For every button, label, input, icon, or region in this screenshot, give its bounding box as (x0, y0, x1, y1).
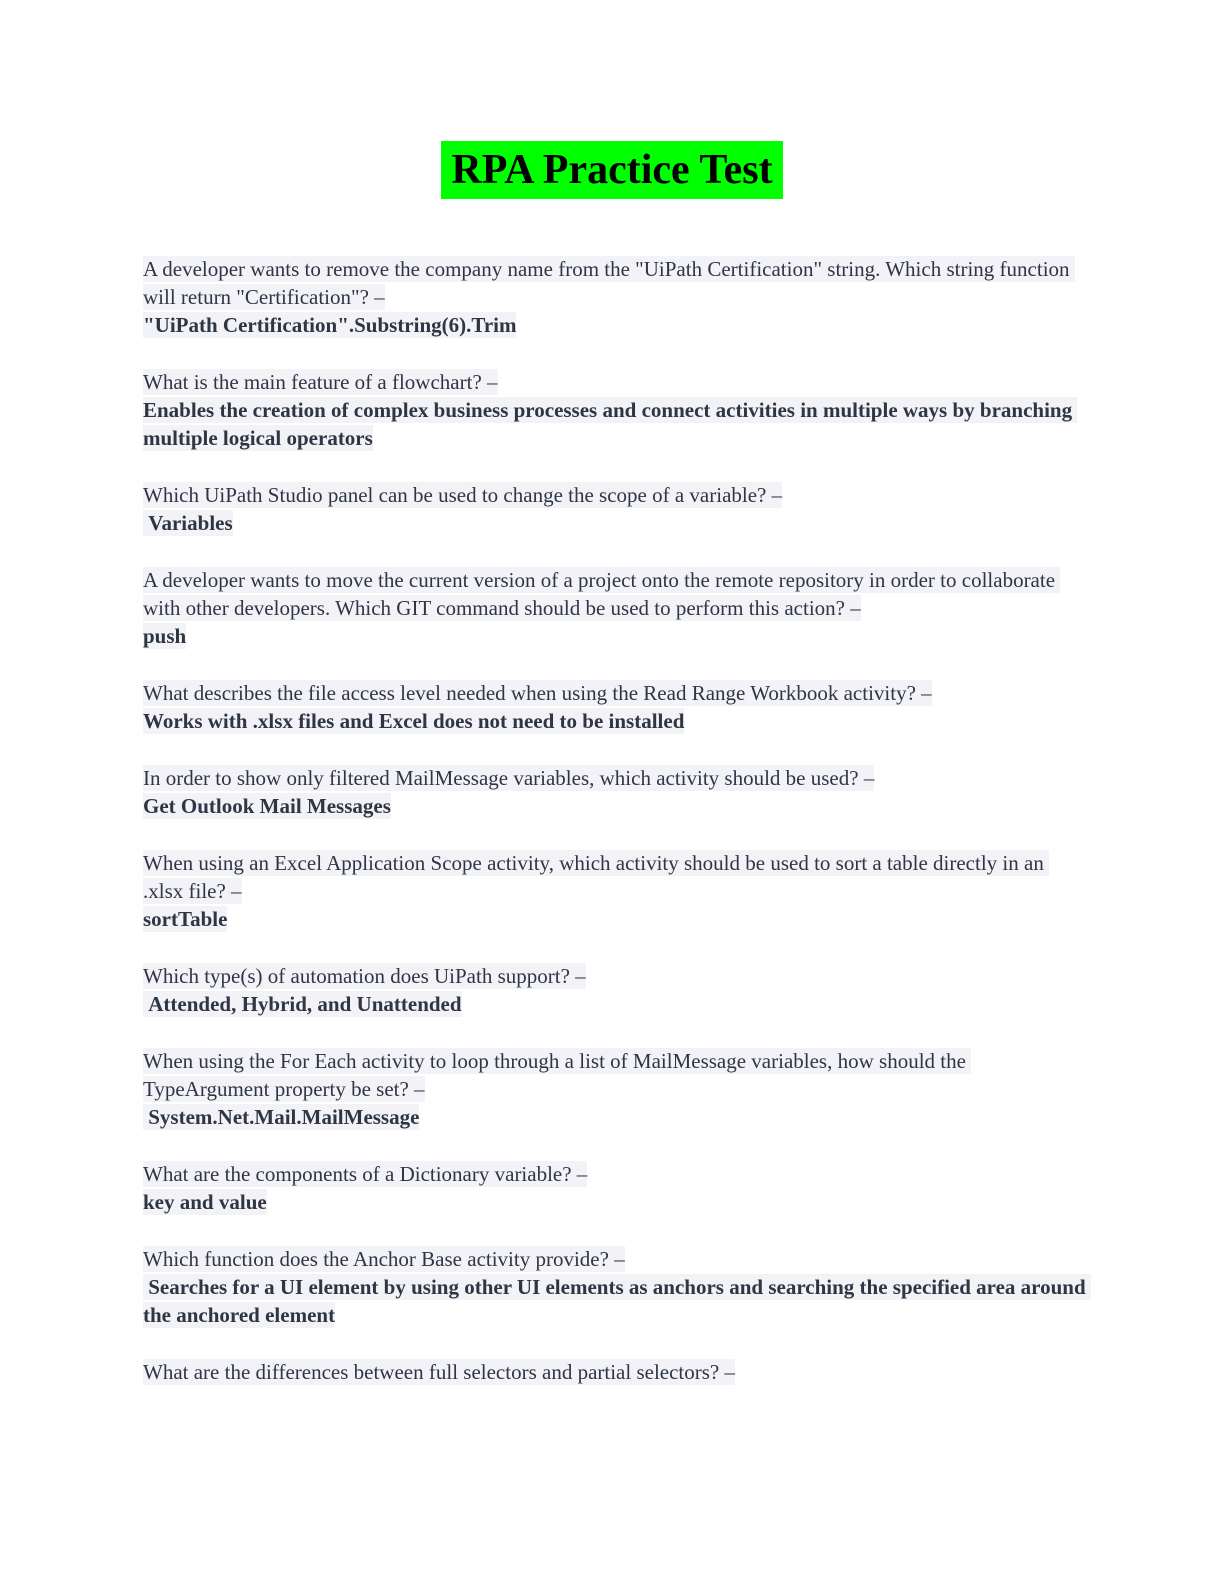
question-text: Which type(s) of automation does UiPath support? – (143, 964, 586, 988)
qa-block (143, 481, 1088, 537)
qa-block (143, 566, 1088, 650)
answer-text: System.Net.Mail.MailMessage (143, 1105, 420, 1129)
question-text: Which function does the Anchor Base activity provide? – (143, 1247, 625, 1271)
qa-block (143, 255, 1088, 339)
qa-block (143, 1245, 1091, 1329)
answer-text: key and value (143, 1190, 267, 1214)
answer-text: sortTable (143, 907, 228, 931)
qa-block (143, 679, 1088, 735)
qa-block (143, 1358, 1088, 1386)
question-text: What are the components of a Dictionary variable? – (143, 1162, 588, 1186)
answer-text: Attended, Hybrid, and Unattended (143, 992, 462, 1016)
qa-block (143, 849, 1088, 933)
answer-text: Get Outlook Mail Messages (143, 794, 391, 818)
answer-text: push (143, 624, 187, 648)
question-text: A developer wants to move the current version of a project onto the remote repository in order to collaborate with other developers. Which GIT command should be used to perform this action? – (143, 568, 1061, 620)
question-text: What describes the file access level needed when using the Read Range Workbook activity? – (143, 681, 932, 705)
question-text: What is the main feature of a flowchart? – (143, 370, 498, 394)
answer-text: "UiPath Certification".Substring(6).Trim (143, 313, 517, 337)
question-text: Which UiPath Studio panel can be used to change the scope of a variable? – (143, 483, 783, 507)
question-text: A developer wants to remove the company name from the "UiPath Certification" string. Which string function will return "Certification"? – (143, 257, 1075, 309)
answer-text: Enables the creation of complex business processes and connect activities in multiple ways by branching multiple logical operators (143, 398, 1078, 450)
answer-text: Works with .xlsx files and Excel does not need to be installed (143, 709, 685, 733)
qa-block (143, 1160, 1088, 1216)
question-text: When using an Excel Application Scope activity, which activity should be used to sort a table directly in an .xlsx file? – (143, 851, 1050, 903)
question-text: When using the For Each activity to loop through a list of MailMessage variables, how should the TypeArgument property be set? – (143, 1049, 971, 1101)
question-text: What are the differences between full selectors and partial selectors? – (143, 1360, 735, 1384)
answer-text: Searches for a UI element by using other UI elements as anchors and searching the specified area around the anchored element (143, 1275, 1091, 1327)
qa-block (143, 1047, 1088, 1131)
qa-block (143, 368, 1088, 452)
qa-block (143, 764, 1088, 820)
document-body (143, 255, 1091, 1386)
question-text: In order to show only filtered MailMessage variables, which activity should be used? – (143, 766, 875, 790)
page-title: RPA Practice Test (441, 141, 782, 199)
answer-text: Variables (143, 511, 233, 535)
qa-block (143, 962, 1088, 1018)
title-row (0, 0, 1224, 199)
